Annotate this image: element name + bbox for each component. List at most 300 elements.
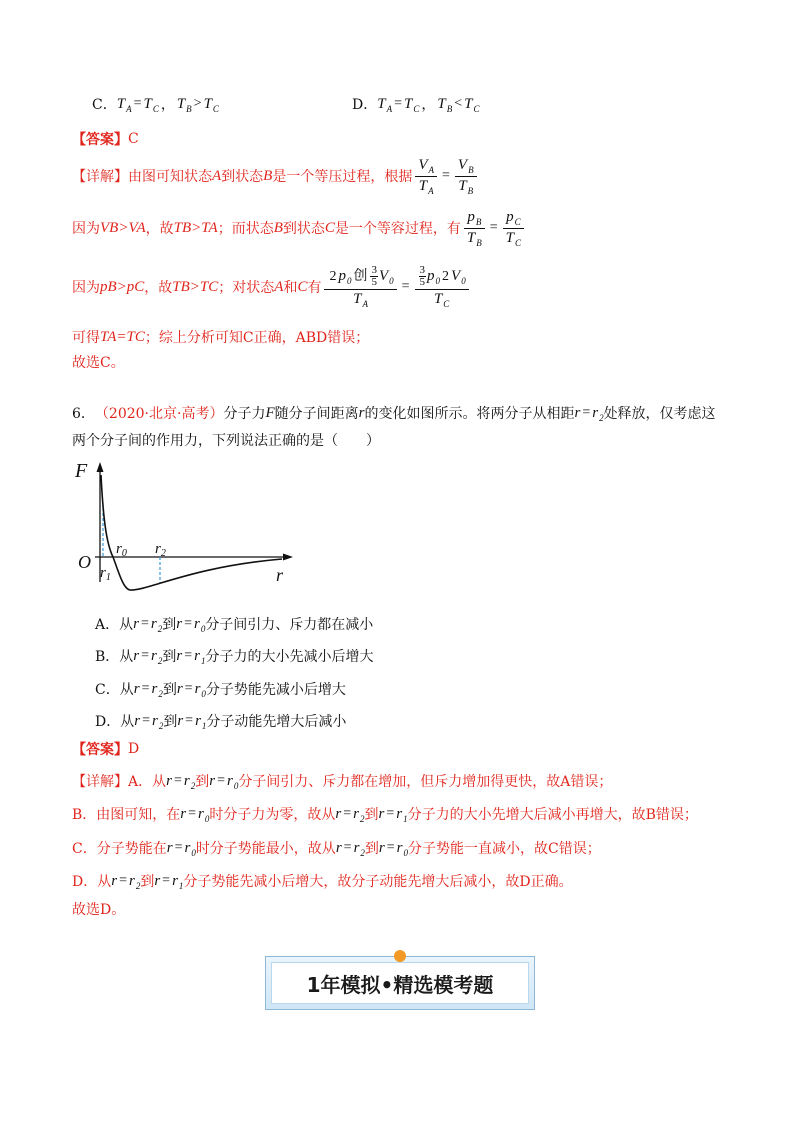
math-letter: r (151, 680, 158, 697)
text-run: 故选D。 (72, 902, 126, 918)
math-variable (338, 268, 351, 286)
math-symbol: = (119, 873, 127, 888)
math-symbol: = (386, 840, 395, 855)
math-letter: r (166, 772, 172, 789)
math-letter: r (194, 647, 200, 664)
math-variable (464, 96, 479, 113)
text-run: 因为 (72, 280, 100, 296)
fraction-denominator (415, 289, 469, 309)
math-variable (151, 616, 162, 633)
text-run: 分子力的大小先减小后增大 (205, 649, 374, 665)
r2-label (155, 541, 166, 559)
math-subscript: B (476, 237, 482, 248)
math-variable (177, 681, 183, 698)
q6-stem-line-2 (72, 428, 380, 452)
option-label: D． (352, 97, 378, 113)
text-run: B．从 (95, 649, 134, 665)
prev-option-d (352, 92, 479, 116)
text-run: 的变化如图所示。将两分子从相距 (364, 406, 575, 422)
prev-answer-line (72, 127, 139, 151)
math-letter: T (203, 95, 212, 112)
math-subscript: 0 (233, 780, 239, 791)
q6-option-b (95, 644, 373, 668)
math-subscript: 2 (190, 780, 196, 791)
math-symbol: 创 (353, 269, 368, 284)
math-symbol: < (454, 96, 463, 111)
x-axis-label: r (276, 565, 284, 585)
math-letter: r (150, 615, 157, 632)
text-run: 和 (283, 280, 298, 296)
text-run: 到 (195, 774, 210, 790)
text-run: 分子势能一直减小，故C错误； (408, 841, 601, 857)
math-variable (353, 291, 368, 309)
math-symbol: = (184, 681, 193, 696)
text-run: 是一个等容过程，有 (334, 221, 461, 237)
math-letter: r (574, 404, 581, 421)
italic-text: C (324, 219, 335, 236)
math-variable (195, 681, 206, 698)
fraction (415, 157, 437, 196)
q6-explanation-line-4 (72, 869, 573, 893)
math-letter: r (133, 680, 140, 697)
text-run: ，故 (144, 280, 173, 296)
math-subscript: C (514, 237, 521, 248)
math-variable (111, 873, 117, 890)
math-variable (353, 806, 364, 823)
math-letter: r (358, 404, 365, 421)
q6-option-d (95, 709, 346, 733)
math-letter: r (353, 805, 359, 822)
math-symbol: ， (160, 98, 175, 113)
math-subscript: A (386, 103, 393, 114)
math-variable (404, 96, 419, 113)
math-letter: r (176, 615, 183, 632)
math-variable (336, 840, 342, 857)
math-subscript: 0 (403, 847, 408, 858)
math-variable (379, 268, 394, 286)
math-symbol: 2 (442, 269, 450, 284)
text-run: 可得 (72, 330, 100, 346)
math-symbol: = (141, 681, 150, 696)
math-variable (152, 713, 163, 730)
math-subscript: 2 (158, 688, 163, 699)
math-symbol: = (142, 713, 150, 728)
math-variable (265, 405, 274, 422)
fraction-numerator (370, 265, 378, 276)
italic-text: A (212, 167, 222, 184)
italic-text: B (273, 219, 283, 236)
math-symbol: = (394, 96, 402, 111)
math-variable (177, 96, 192, 113)
math-subscript: 0 (191, 847, 196, 858)
fraction-numerator (464, 209, 484, 228)
text-run: 到 (364, 841, 379, 857)
math-variable (184, 840, 195, 857)
math-letter: r (176, 647, 183, 664)
math-subscript: C (514, 216, 521, 227)
banner-dot (394, 950, 406, 962)
text-run: 分子势能先减小后增大，故分子动能先增大后减小，故D正确。 (183, 874, 573, 890)
text-run: ，故 (145, 221, 174, 237)
text-run: 处释放，仅考虑这 (603, 406, 716, 422)
math-variable (134, 681, 140, 698)
origin-label: O (78, 552, 91, 572)
math-symbol: = (442, 168, 450, 183)
fraction-denominator (419, 276, 427, 288)
fraction-numerator (503, 209, 524, 228)
text-run: C．从 (95, 682, 134, 698)
math-letter: T (353, 291, 362, 307)
fraction-numerator (415, 157, 437, 176)
text-run: 【详解】由图可知状态 (72, 169, 212, 185)
r0-subscript: 0 (121, 548, 127, 559)
math-subscript: C (413, 103, 420, 114)
banner-title: 1年模拟•精选模考题 (271, 962, 529, 1004)
math-letter: T (403, 95, 413, 112)
text-run: 故选C。 (72, 355, 125, 371)
text-run: A．从 (95, 617, 134, 633)
math-symbol: = (489, 220, 498, 235)
y-axis-label: F (75, 460, 88, 482)
math-subscript: C (443, 299, 450, 309)
fraction (464, 209, 485, 248)
math-variable (133, 648, 139, 665)
prev-explanation-line-5 (72, 350, 125, 374)
text-run: D．从 (72, 874, 112, 890)
math-subscript: 0 (435, 275, 441, 286)
math-variable (467, 230, 482, 248)
math-variable (209, 773, 215, 790)
q6-explanation-line-1 (72, 769, 612, 793)
math-variable (134, 713, 140, 730)
r1-label (100, 565, 111, 583)
math-symbol: = (174, 840, 183, 855)
math-symbol: = (173, 773, 182, 788)
text-run: ；而状态 (217, 221, 274, 237)
text-run: 分子动能先增大后减小 (206, 714, 347, 730)
math-variable (379, 840, 385, 857)
option-math (377, 94, 479, 114)
italic-text: TB>TC (172, 278, 219, 295)
fraction-numerator (415, 265, 469, 289)
text-run: D．从 (95, 714, 135, 730)
math-subscript: A (126, 103, 132, 114)
italic-text: TB>TA (173, 219, 218, 236)
q6-explanation-line-3 (72, 836, 601, 860)
math-letter: r (378, 805, 385, 822)
fraction-numerator (324, 265, 396, 289)
math-variable (151, 648, 162, 665)
math-letter: T (433, 291, 443, 307)
text-run: C．分子势能在 (72, 841, 167, 857)
math-variable (396, 806, 407, 823)
math-letter: r (176, 680, 183, 697)
answer-value: C (128, 131, 139, 147)
math-letter: r (195, 712, 201, 729)
text-run: 到 (162, 682, 177, 698)
math-letter: r (128, 872, 135, 889)
math-subscript: 2 (359, 813, 365, 824)
math-variable (427, 268, 440, 286)
math-variable (172, 873, 183, 890)
math-variable (335, 806, 341, 823)
r2-letter: r (155, 541, 161, 557)
math-letter: r (111, 872, 118, 889)
math-variable (129, 873, 140, 890)
math-variable (592, 405, 603, 422)
fraction-denominator (415, 176, 437, 196)
math-subscript: B (475, 216, 482, 227)
math-letter: r (154, 872, 161, 889)
y-axis-arrow (97, 462, 104, 472)
math-letter: V (418, 156, 428, 173)
r2-subscript: 2 (160, 548, 166, 559)
italic-text: VB>VA (100, 219, 146, 236)
fraction (324, 265, 396, 309)
text-run: 到 (163, 714, 178, 730)
prev-explanation-line-1 (72, 156, 480, 196)
math-subscript: B (467, 185, 474, 196)
question-source: （2020·北京·高考） (94, 406, 224, 422)
math-variable (378, 806, 384, 823)
math-variable (167, 840, 173, 857)
italic-text: B (263, 167, 273, 184)
text-run: 到 (364, 807, 379, 823)
math-letter: V (457, 156, 468, 173)
math-variable (194, 616, 205, 633)
text-run: ；对状态 (218, 280, 275, 296)
math-letter: r (198, 805, 204, 822)
math-letter: F (265, 404, 275, 421)
molecular-force-graph (70, 455, 300, 605)
math-variable (133, 616, 139, 633)
math-letter: r (209, 772, 216, 789)
math-letter: p (338, 267, 346, 284)
r0-letter: r (116, 541, 122, 557)
math-subscript: 2 (158, 720, 164, 731)
text-run: B．由图可知，在 (72, 807, 181, 823)
math-subscript: C (212, 103, 219, 114)
prev-option-c (92, 92, 219, 116)
text-run: 是一个等压过程，根据 (272, 169, 413, 185)
answer-tag: 【答案】 (72, 742, 128, 758)
math-letter: V (378, 267, 389, 284)
math-variable (204, 96, 219, 113)
prev-explanation-line-2 (72, 208, 527, 248)
math-letter: r (180, 805, 187, 822)
prev-explanation-line-3 (72, 259, 472, 315)
question-stem (223, 403, 715, 423)
math-variable (506, 230, 521, 248)
math-subscript: 0 (200, 623, 206, 634)
math-symbol: = (217, 773, 225, 788)
math-subscript: 1 (201, 720, 207, 731)
answer-value: D (128, 741, 140, 757)
math-symbol: 3 (371, 264, 377, 276)
math-variable (451, 268, 466, 286)
math-symbol: = (133, 96, 142, 111)
math-letter: T (466, 229, 476, 246)
math-variable (437, 96, 452, 113)
math-variable (418, 157, 434, 175)
math-subscript: 1 (178, 880, 184, 891)
math-subscript: C (473, 103, 480, 114)
math-letter: p (427, 267, 435, 284)
math-variable (194, 648, 205, 665)
fraction-denominator (455, 176, 477, 196)
prev-explanation-line-4 (72, 325, 369, 349)
math-variable (154, 873, 160, 890)
question-number: 6． (72, 406, 95, 422)
math-subscript: 0 (201, 688, 206, 699)
math-letter: r (592, 404, 599, 421)
text-run: 到 (162, 649, 177, 665)
math-letter: p (467, 208, 475, 225)
r1-subscript: 1 (105, 572, 111, 583)
math-symbol: = (185, 713, 194, 728)
math-subscript: B (446, 103, 453, 114)
text-run: 到 (162, 617, 177, 633)
math-letter: T (143, 95, 152, 112)
fraction (370, 265, 378, 288)
math-symbol: = (343, 840, 352, 855)
italic-text: TA=TC (100, 328, 145, 345)
section-banner (265, 956, 535, 1010)
math-variable (117, 96, 132, 113)
text-run: 有 (307, 280, 322, 296)
math-subscript: A (428, 164, 435, 175)
math-letter: r (151, 647, 157, 664)
fraction (503, 209, 524, 248)
math-subscript: C (152, 103, 159, 114)
text-run: 分子间引力、斥力都在减小 (205, 617, 374, 633)
text-run: 到状态 (221, 169, 264, 185)
math-subscript: B (186, 103, 192, 114)
text-run: 到状态 (282, 221, 325, 237)
math-variable (458, 178, 473, 196)
fraction (455, 157, 477, 196)
math-letter: r (151, 712, 158, 729)
text-run: 分子势能先减小后增大 (205, 682, 346, 698)
math-letter: r (134, 712, 141, 729)
text-run: 到 (140, 874, 155, 890)
text-run: 因为 (72, 221, 100, 237)
math-letter: T (116, 95, 126, 112)
text-run: 两个分子间的作用力，下列说法正确的是（ ） (72, 433, 380, 449)
math-letter: T (377, 95, 386, 112)
math-letter: r (133, 615, 139, 632)
math-letter: r (396, 805, 403, 822)
math-subscript: A (362, 299, 368, 309)
math-letter: T (505, 229, 514, 246)
q6-explanation-line-5 (72, 897, 125, 921)
math-symbol: 5 (419, 276, 426, 288)
text-run: 时分子力为零，故从 (209, 807, 336, 823)
math-letter: T (464, 95, 473, 112)
math-symbol: 2 (329, 269, 337, 284)
fraction-denominator (324, 289, 396, 309)
math-letter: r (183, 772, 190, 789)
text-run: 时分子势能最小，故从 (195, 841, 336, 857)
italic-text: C (297, 278, 308, 295)
fraction-numerator (455, 157, 477, 176)
text-run: 分子间引力、斥力都在增加，但斥力增加得更快，故A错误； (238, 774, 613, 790)
math-letter: r (193, 615, 200, 632)
math-letter: r (226, 772, 233, 789)
math-variable (227, 773, 238, 790)
r0-label (116, 541, 127, 559)
x-axis-arrow (283, 554, 293, 561)
math-symbol: ， (421, 98, 436, 113)
fraction-denominator (464, 228, 485, 248)
math-symbol: = (401, 279, 410, 294)
math-symbol: = (188, 806, 197, 821)
math-subscript: B (468, 164, 474, 175)
answer-tag: 【答案】 (72, 132, 128, 148)
math-letter: T (176, 95, 186, 112)
math-subscript: 0 (461, 275, 466, 286)
math-letter: r (184, 839, 191, 856)
math-variable (377, 96, 392, 113)
math-letter: r (335, 839, 342, 856)
math-variable (184, 773, 195, 790)
math-letter: p (506, 208, 514, 225)
math-symbol: > (193, 96, 202, 111)
math-variable (354, 840, 365, 857)
math-variable (198, 806, 209, 823)
math-letter: r (335, 805, 342, 822)
r1-letter: r (100, 565, 106, 581)
fraction-numerator (419, 265, 427, 276)
math-variable (176, 616, 182, 633)
math-variable (467, 209, 481, 227)
math-variable (397, 840, 408, 857)
option-label: C． (92, 97, 117, 113)
fraction (415, 265, 469, 309)
math-variable (434, 291, 449, 309)
math-subscript: 0 (204, 813, 210, 824)
math-subscript: A (428, 185, 434, 196)
math-symbol: = (141, 648, 150, 663)
q6-option-c (95, 677, 346, 701)
fraction-denominator (503, 228, 524, 248)
math-letter: r (177, 712, 184, 729)
math-letter: r (133, 647, 140, 664)
q6-answer-line (72, 737, 139, 761)
fraction-denominator (370, 276, 378, 288)
force-curve (101, 475, 282, 590)
math-subscript: 2 (360, 847, 365, 858)
math-symbol: = (582, 405, 591, 420)
math-variable (195, 713, 206, 730)
text-run: ；综上分析可知C正确，ABD错误； (144, 330, 370, 346)
math-subscript: 0 (389, 275, 394, 286)
math-letter: T (458, 177, 467, 194)
math-letter: r (172, 872, 178, 889)
text-run: 【详解】A．从 (72, 774, 167, 790)
math-subscript: 2 (135, 880, 141, 891)
math-symbol: = (184, 616, 192, 631)
math-subscript: 2 (157, 623, 163, 634)
math-variable (506, 209, 521, 227)
math-variable (574, 405, 580, 422)
math-letter: r (396, 839, 403, 856)
math-subscript: 2 (599, 412, 604, 423)
math-letter: T (437, 95, 446, 112)
math-subscript: 1 (403, 813, 408, 824)
fraction (419, 265, 427, 288)
math-variable (419, 178, 434, 196)
